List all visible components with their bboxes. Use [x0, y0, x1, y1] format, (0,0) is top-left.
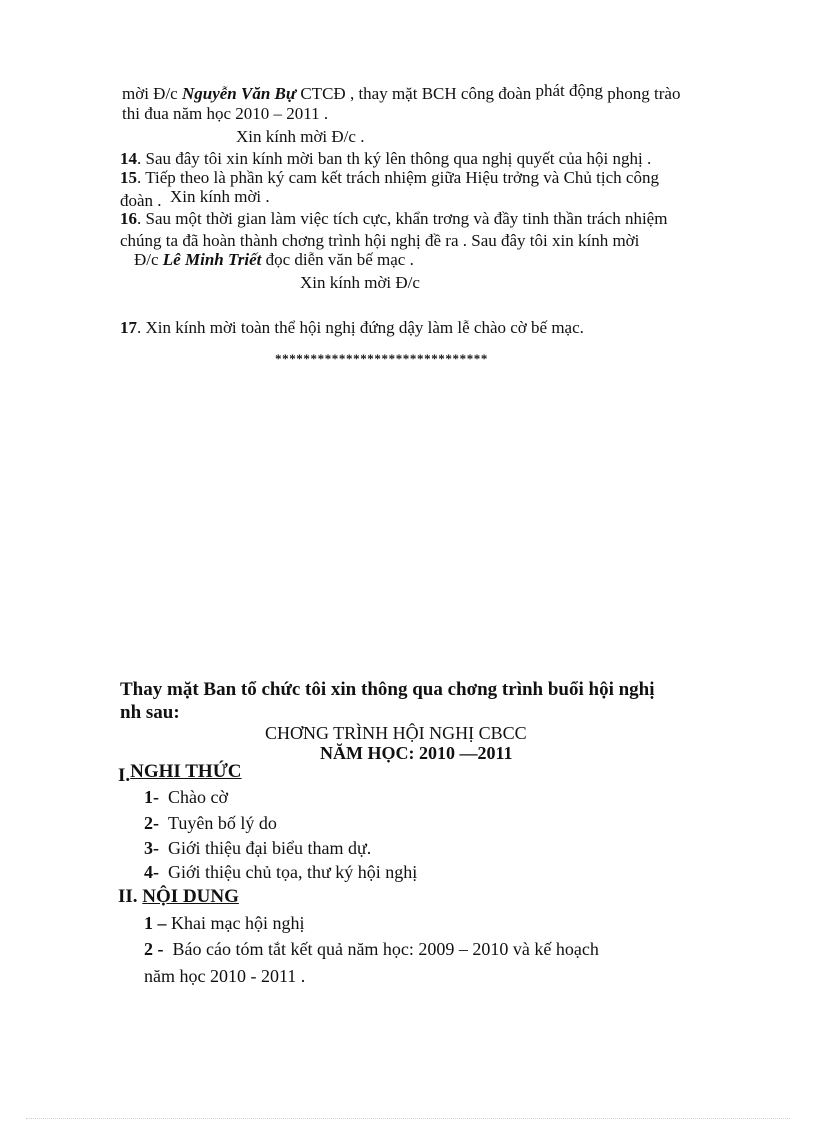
- para13-line1: [122, 81, 681, 104]
- section-2-heading: [118, 886, 239, 908]
- para13-line2: thi đua năm học 2010 – 2011 .: [122, 104, 329, 123]
- para13-pre: mời Đ/c: [122, 84, 182, 103]
- section-1-heading: [118, 761, 242, 786]
- para13-end: phong trào: [603, 84, 681, 103]
- para13-mid: , thay mặt BCH công đoàn: [345, 84, 536, 103]
- paragraph-14-text: . Sau đây tôi xin kính mời ban th ký lên thông qua nghị quyết của hội nghị .: [137, 149, 652, 168]
- paragraph-16-text: . Sau một thời gian làm việc tích cực, khẩn trơng và đầy tinh thần trách nhiệm: [137, 209, 668, 228]
- section-1-item-2: [144, 813, 277, 834]
- section-2-number: II.: [118, 886, 138, 907]
- paragraph-16-pre: Đ/c: [134, 250, 163, 269]
- paragraph-15-invite: Xin kính mời .: [170, 187, 270, 206]
- item-text: Giới thiệu đại biểu tham dự.: [168, 838, 372, 858]
- section-1-item-4: [144, 862, 417, 883]
- number-14: 14: [120, 149, 137, 168]
- section-2-item-1: [144, 913, 304, 934]
- item-text: Chào cờ: [168, 787, 229, 807]
- item-number: 1-: [144, 787, 159, 807]
- item-number: 4-: [144, 862, 159, 882]
- program-title: CHƠNG TRÌNH HỘI NGHỊ CBCC: [265, 723, 527, 743]
- paragraph-17: [120, 318, 584, 338]
- program-subtitle: NĂM HỌC: 2010 —2011: [320, 743, 513, 763]
- section-1-item-1: [144, 787, 228, 808]
- para13-role: CTCĐ: [296, 84, 346, 103]
- number-16: 16: [120, 209, 137, 228]
- item-number: 3-: [144, 838, 159, 858]
- paragraph-15-line2: đoàn .: [120, 191, 162, 210]
- item-text: Khai mạc hội nghị: [171, 913, 305, 933]
- intro-line1: Thay mặt Ban tổ chức tôi xin thông qua chơng trình buổi hội nghị: [120, 679, 655, 700]
- name-le-minh-triet: Lê Minh Triết: [162, 250, 262, 269]
- item-text: Tuyên bố lý do: [168, 813, 277, 833]
- section-2-item-2-line2: năm học 2010 - 2011 .: [144, 966, 306, 986]
- item-number: 2 -: [144, 939, 164, 959]
- paragraph-16-line3: [134, 250, 414, 270]
- paragraph-16-line2: chúng ta đã hoàn thành chơng trình hội nghị đề ra . Sau đây tôi xin kính mời: [120, 231, 640, 250]
- section-1-number: I.: [118, 765, 131, 786]
- section-1-label: NGHI THỨC: [130, 761, 242, 782]
- intro-line2: nh sau:: [120, 702, 180, 723]
- section-2-label: NỘI DUNG: [142, 886, 239, 907]
- section-1-item-3: [144, 838, 371, 859]
- page-bottom-border: [26, 1118, 790, 1119]
- paragraph-16-line1: [120, 209, 667, 229]
- number-17: 17: [120, 318, 137, 337]
- name-nguyen-van-bu: Nguyễn Văn Bự: [181, 84, 297, 103]
- invite-line-2: Xin kính mời Đ/c: [300, 273, 420, 292]
- separator-stars: ******************************: [275, 351, 488, 366]
- paragraph-15-text: . Tiếp theo là phần ký cam kết trách nhiệm giữa Hiệu trởng và Chủ tịch công: [137, 168, 659, 187]
- para13-word: phát động: [535, 81, 604, 100]
- invite-line-1: Xin kính mời Đ/c .: [236, 127, 365, 146]
- section-2-item-2-line1: [144, 939, 599, 960]
- paragraph-16-end: đọc diễn văn bế mạc .: [261, 250, 414, 269]
- item-text: Báo cáo tóm tắt kết quả năm học: 2009 – 2010 và kế hoạch: [172, 939, 599, 959]
- paragraph-17-text: . Xin kính mời toàn thể hội nghị đứng dậy làm lễ chào cờ bế mạc.: [137, 318, 584, 337]
- paragraph-15-line1: [120, 168, 659, 188]
- item-number: 1 –: [144, 913, 167, 933]
- paragraph-14: [120, 149, 651, 169]
- number-15: 15: [120, 168, 137, 187]
- item-number: 2-: [144, 813, 159, 833]
- item-text: Giới thiệu chủ tọa, thư ký hội nghị: [168, 862, 418, 882]
